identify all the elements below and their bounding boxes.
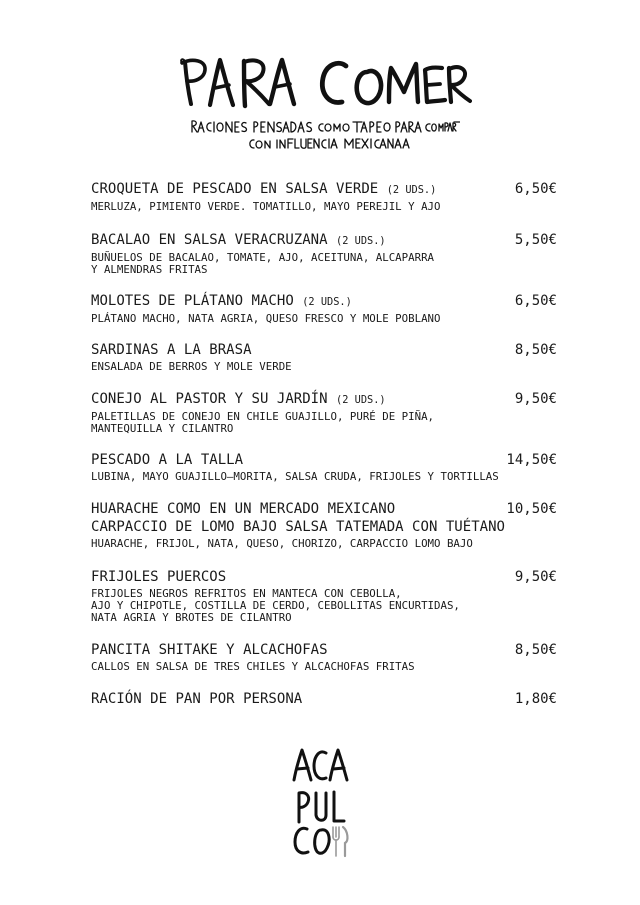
menu-item bbox=[91, 451, 557, 483]
page-subtitle bbox=[190, 118, 460, 152]
menu-item bbox=[91, 180, 557, 213]
item-title: CROQUETA DE PESCADO EN SALSA VERDE (2 UDS.) bbox=[91, 181, 437, 197]
item-description: PALETILLAS DE CONEJO EN CHILE GUAJILLO, PURÉ DE PIÑA, MANTEQUILLA Y CILANTRO bbox=[91, 410, 435, 435]
item-title: CONEJO AL PASTOR Y SU JARDÍN (2 UDS.) bbox=[91, 391, 386, 407]
item-description: PLÁTANO MACHO, NATA AGRIA, QUESO FRESCO Y MOLE POBLANO bbox=[91, 312, 441, 325]
item-title: PESCADO A LA TALLA bbox=[91, 452, 244, 468]
item-title: MOLOTES DE PLÁTANO MACHO (2 UDS.) bbox=[91, 293, 352, 309]
menu-item bbox=[91, 641, 557, 673]
item-units: (2 UDS.) bbox=[386, 184, 437, 196]
item-title: PANCITA SHITAKE Y ALCACHOFAS bbox=[91, 642, 328, 658]
item-units: (2 UDS.) bbox=[336, 394, 386, 406]
menu-item bbox=[91, 292, 557, 325]
item-title: RACIÓN DE PAN POR PERSONA bbox=[91, 691, 303, 707]
item-price: 5,50€ bbox=[514, 232, 557, 248]
item-price: 9,50€ bbox=[514, 569, 557, 585]
item-price: 8,50€ bbox=[514, 642, 557, 658]
item-price: 6,50€ bbox=[514, 181, 557, 197]
item-price: 8,50€ bbox=[514, 342, 557, 358]
acapulco-logo bbox=[288, 745, 354, 860]
fork-knife-icon bbox=[333, 827, 347, 856]
item-units: (2 UDS.) bbox=[336, 235, 386, 247]
menu-item bbox=[91, 341, 557, 373]
item-units: (2 UDS.) bbox=[302, 296, 352, 308]
menu-item bbox=[91, 390, 557, 435]
page-title bbox=[176, 54, 472, 112]
menu-item bbox=[91, 231, 557, 276]
menu-item bbox=[91, 568, 557, 624]
item-description: CALLOS EN SALSA DE TRES CHILES Y ALCACHOFAS FRITAS bbox=[91, 660, 415, 673]
item-title: BACALAO EN SALSA VERACRUZANA (2 UDS.) bbox=[91, 232, 386, 248]
item-title: HUARACHE COMO EN UN MERCADO MEXICANO CARPACCIO DE LOMO BAJO SALSA TATEMADA CON TUÉTANO bbox=[91, 501, 505, 535]
item-description: FRIJOLES NEGROS REFRITOS EN MANTECA CON CEBOLLA, AJO Y CHIPOTLE, COSTILLA DE CERDO, CEBOLLITAS ENCURTIDAS, NATA AGRIA Y BROTES DE CILANTRO bbox=[91, 587, 460, 624]
item-price: 14,50€ bbox=[506, 452, 557, 468]
item-price: 6,50€ bbox=[514, 293, 557, 309]
item-price: 1,80€ bbox=[514, 691, 557, 707]
item-description: ENSALADA DE BERROS Y MOLE VERDE bbox=[91, 360, 292, 373]
handwritten-title-art bbox=[176, 54, 472, 112]
item-description: HUARACHE, FRIJOL, NATA, QUESO, CHORIZO, CARPACCIO LOMO BAJO bbox=[91, 537, 473, 550]
item-price: 10,50€ bbox=[506, 501, 557, 517]
logo-art bbox=[288, 745, 354, 860]
item-title: FRIJOLES PUERCOS bbox=[91, 569, 227, 585]
item-description: MERLUZA, PIMIENTO VERDE. TOMATILLO, MAYO PEREJIL Y AJO bbox=[91, 200, 441, 213]
handwritten-subtitle-art bbox=[190, 118, 460, 152]
item-title: SARDINAS A LA BRASA bbox=[91, 342, 252, 358]
item-description: BUÑUELOS DE BACALAO, TOMATE, AJO, ACEITUNA, ALCAPARRA Y ALMENDRAS FRITAS bbox=[91, 251, 435, 276]
menu-item bbox=[91, 690, 557, 708]
item-price: 9,50€ bbox=[514, 391, 557, 407]
item-description: LUBINA, MAYO GUAJILLO–MORITA, SALSA CRUDA, FRIJOLES Y TORTILLAS bbox=[91, 470, 499, 483]
menu-item bbox=[91, 500, 557, 550]
